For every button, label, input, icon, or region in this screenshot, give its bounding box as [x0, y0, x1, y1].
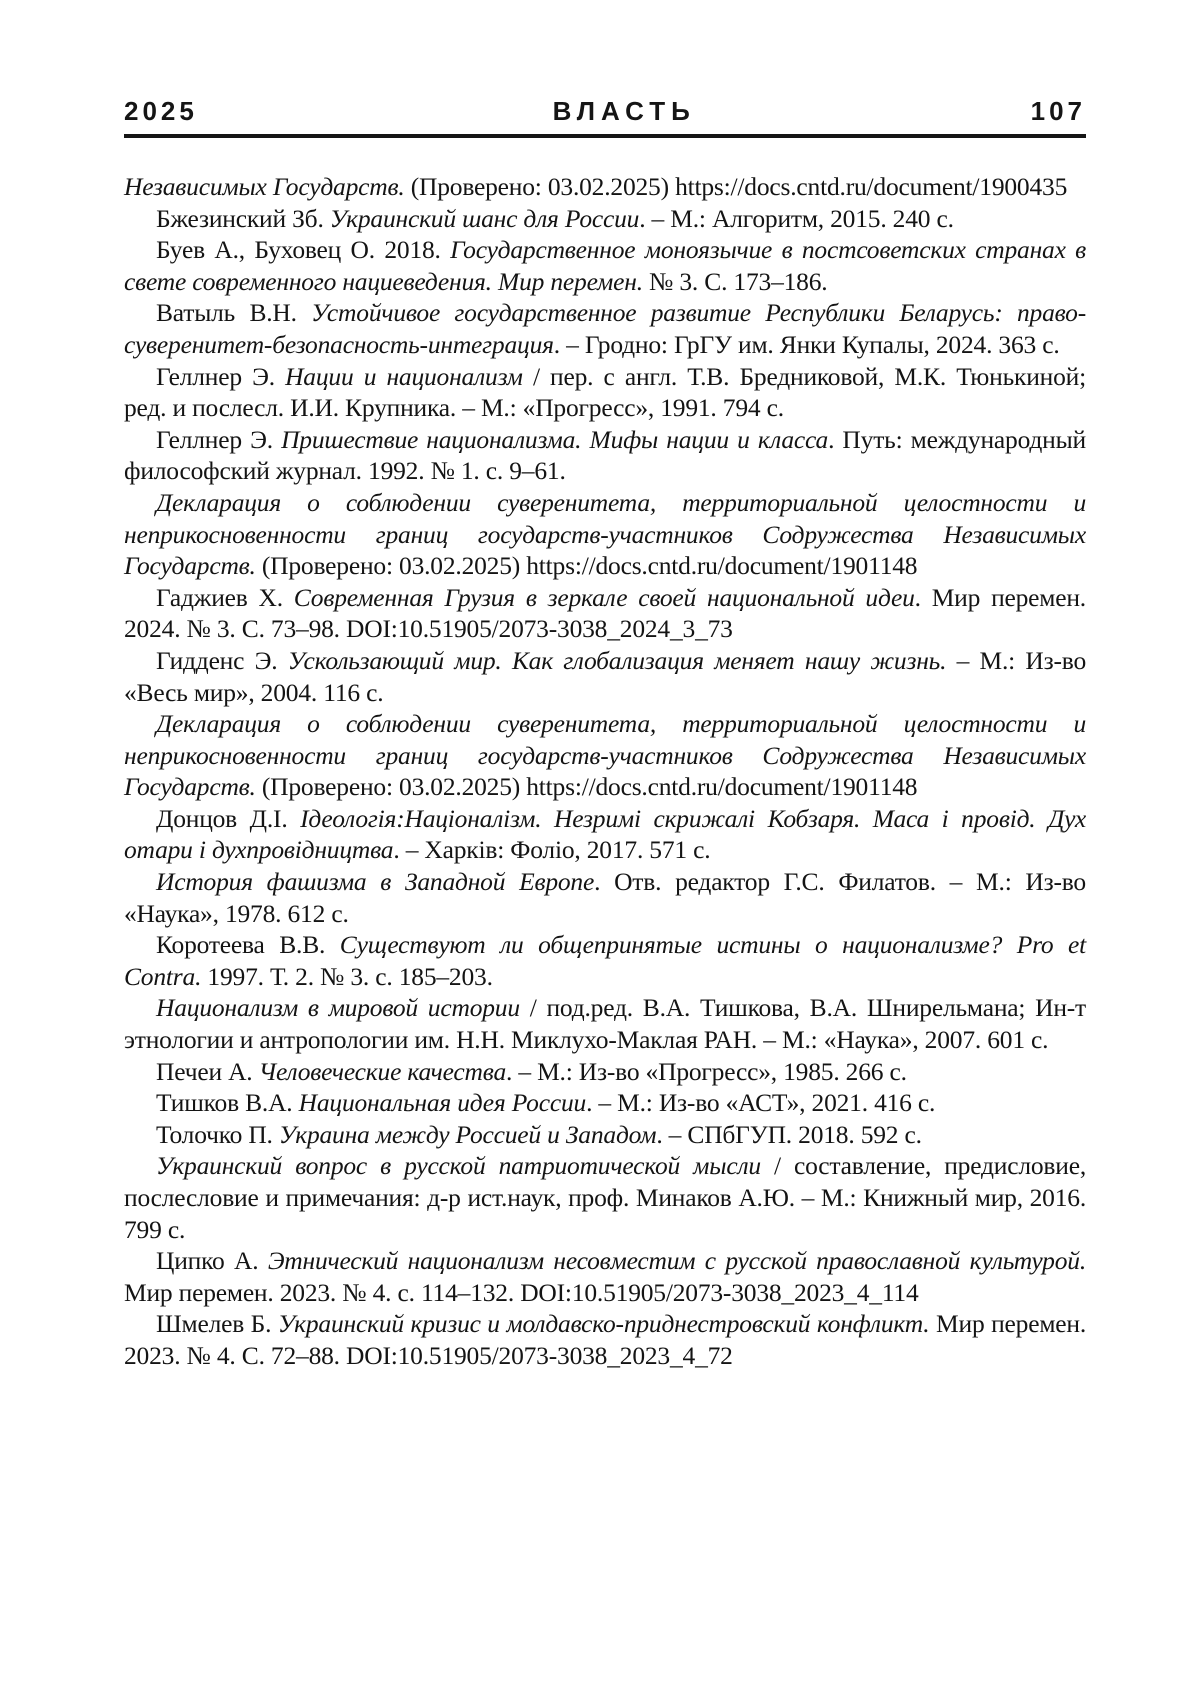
reference-text: Бжезинский Зб.: [156, 203, 330, 233]
reference-text: Ватыль В.Н.: [156, 298, 312, 328]
reference-entry: [124, 1056, 1086, 1088]
reference-entry: [124, 929, 1086, 992]
reference-entry: [124, 361, 1086, 424]
reference-text: Коротеева В.В.: [156, 930, 340, 960]
reference-text: . Путь: международный философский журнал. 1992. № 1. с. 9–61.: [124, 424, 1086, 486]
reference-text: . – М.: Из-во «Прогресс», 1985. 266 с.: [506, 1056, 907, 1086]
reference-text: Тишков В.А.: [156, 1088, 299, 1118]
reference-text: Геллнер Э.: [156, 424, 282, 454]
reference-text: . – СПбГУП. 2018. 592 с.: [656, 1119, 922, 1149]
page-content: [124, 0, 1086, 1372]
reference-title-text: Декларация о соблюдении суверенитета, территориальной целостности и неприкосновенности границ государств-участников Содружества Независимых Государств.: [124, 487, 1086, 581]
reference-text: . Отв. редактор Г.С. Филатов. – М.: Из-во «Наука», 1978. 612 с.: [124, 867, 1086, 928]
reference-entry: [124, 992, 1086, 1055]
reference-entry: [124, 487, 1086, 582]
reference-entry: [124, 1119, 1086, 1151]
reference-title-text: Этнический национализм несовместим с русской православной культурой.: [267, 1246, 1086, 1276]
reference-text: Буев А., Буховец О. 2018.: [156, 235, 451, 265]
reference-title-text: Устойчивое государственное развитие Республики Беларусь: право-суверенитет-безопасность-интеграция: [124, 298, 1086, 359]
reference-entry: [124, 1150, 1086, 1245]
reference-entry: [124, 645, 1086, 708]
reference-text: Печеи А.: [156, 1056, 259, 1086]
reference-title-text: Государственное моноязычие в постсоветских странах в свете современного нациеведения. Мир перемен.: [124, 235, 1086, 296]
reference-entry: [124, 803, 1086, 866]
reference-entry: [124, 582, 1086, 645]
reference-title-text: Человеческие качества: [258, 1056, 506, 1086]
reference-title-text: Декларация о соблюдении суверенитета, территориальной целостности и неприкосновенности границ государств-участников Содружества Независимых Государств.: [124, 709, 1086, 802]
reference-text: № 3. С. 173–186.: [642, 266, 828, 296]
reference-entry: [124, 171, 1086, 203]
references-list: [124, 171, 1086, 1372]
reference-entry: [124, 234, 1086, 297]
reference-title-text: Пришествие национализма. Мифы нации и класса: [281, 424, 829, 454]
reference-entry: [124, 1245, 1086, 1308]
reference-text: Мир перемен. 2023. № 4. с. 114–132. DOI:10.51905/2073-3038_2023_4_114: [124, 1277, 919, 1307]
reference-text: 1997. Т. 2. № 3. с. 185–203.: [201, 961, 493, 991]
reference-title-text: Существуют ли общепринятые истины о национализме? Pro et Contra.: [124, 930, 1086, 991]
reference-title-text: История фашизма в Западной Европе: [156, 867, 595, 897]
header-year: 2025: [124, 96, 198, 126]
reference-title-text: Современная Грузия в зеркале своей национальной идеи: [293, 582, 915, 612]
reference-text: . – М.: Из-во «АСТ», 2021. 416 с.: [586, 1088, 936, 1118]
reference-text: . – М.: Алгоритм, 2015. 240 с.: [639, 203, 954, 233]
reference-text: Донцов Д.І.: [156, 803, 301, 833]
reference-text: Гидденс Э.: [156, 645, 288, 675]
reference-text: . – Харків: Фоліо, 2017. 571 с.: [393, 835, 711, 865]
reference-title-text: Ускользающий мир. Как глобализация меняет нашу жизнь.: [287, 645, 947, 675]
reference-title-text: Украинский вопрос в русской патриотической мысли: [156, 1151, 761, 1181]
reference-entry: [124, 708, 1086, 803]
reference-text: Шмелев Б.: [156, 1309, 278, 1339]
reference-text: – М.: Из-во «Весь мир», 2004. 116 с.: [124, 645, 1086, 707]
reference-text: . Мир перемен. 2024. № 3. С. 73–98. DOI:10.51905/2073-3038_2024_3_73: [124, 582, 1086, 644]
reference-text: Ципко А.: [156, 1246, 268, 1276]
reference-text: (Проверено: 03.02.2025) https://docs.cntd.ru/document/1901148: [255, 551, 918, 581]
reference-title-text: Независимых Государств.: [124, 172, 405, 201]
reference-title-text: Украина между Россией и Западом: [278, 1119, 657, 1149]
reference-entry: [124, 866, 1086, 929]
header-page-number: 107: [1030, 96, 1086, 126]
reference-title-text: Ідеологія:Націоналізм. Незримі скрижалі Кобзаря. Маса і провід. Дух отари і духпровідництва: [124, 803, 1087, 865]
reference-entry: [124, 297, 1086, 360]
reference-title-text: Национальная идея России: [298, 1088, 587, 1118]
reference-text: / под.ред. В.А. Тишкова, В.А. Шнирельмана; Ин-т этнологии и антропологии им. Н.Н. Миклухо-Маклая РАН. – М.: «Наука», 2007. 601 с.: [124, 993, 1086, 1055]
running-head: [124, 96, 1086, 138]
reference-text: / составление, предисловие, послесловие и примечания: д-р ист.наук, проф. Минаков А.Ю. – М.: Книжный мир, 2016. 799 с.: [124, 1151, 1086, 1244]
reference-entry: [124, 1308, 1086, 1371]
reference-title-text: Нации и национализм: [285, 361, 523, 391]
reference-text: (Проверено: 03.02.2025) https://docs.cntd.ru/document/1900435: [404, 172, 1068, 201]
reference-text: (Проверено: 03.02.2025) https://docs.cntd.ru/document/1901148: [255, 772, 918, 802]
reference-text: Мир перемен. 2023. № 4. С. 72–88. DOI:10.51905/2073-3038_2023_4_72: [124, 1309, 1086, 1370]
reference-text: . – Гродно: ГрГУ им. Янки Купалы, 2024. 363 с.: [553, 329, 1060, 359]
reference-text: / пер. с англ. Т.В. Бредниковой, М.К. Тюнькиной; ред. и послесл. И.И. Крупника. – М.: «Прогресс», 1991. 794 с.: [124, 361, 1086, 423]
reference-text: Толочко П.: [156, 1119, 279, 1149]
reference-entry: [124, 1087, 1086, 1119]
reference-text: Геллнер Э.: [156, 361, 286, 391]
reference-title-text: Украинский кризис и молдавско-приднестровский конфликт.: [277, 1309, 930, 1339]
reference-text: Гаджиев Х.: [156, 582, 294, 612]
reference-entry: [124, 203, 1086, 235]
reference-title-text: Украинский шанс для России: [329, 203, 640, 233]
reference-title-text: Национализм в мировой истории: [156, 993, 520, 1023]
header-journal-title: ВЛАСТЬ: [552, 96, 696, 126]
reference-entry: [124, 424, 1086, 487]
